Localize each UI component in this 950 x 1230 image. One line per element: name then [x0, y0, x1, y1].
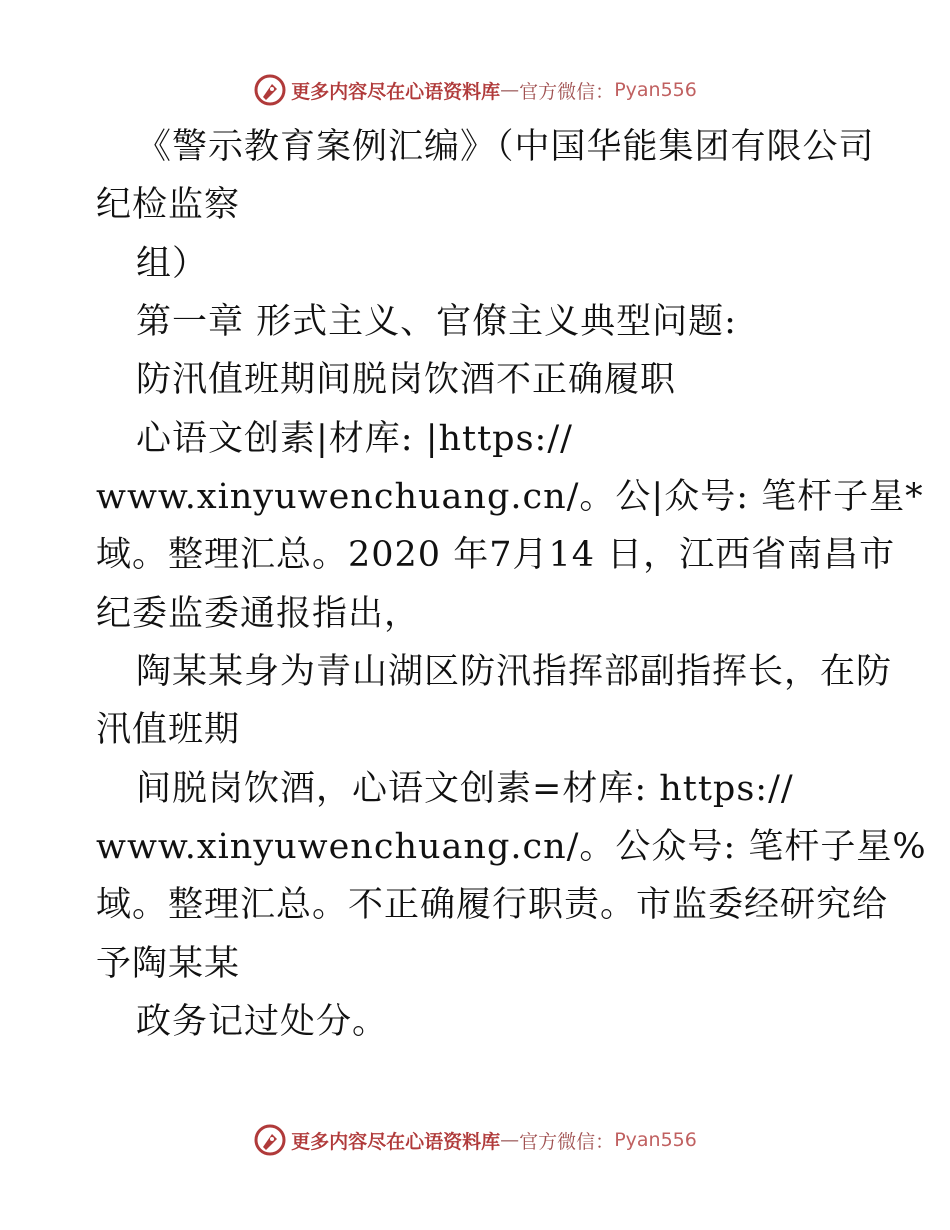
- paragraph-line: 域。整理汇总。2020 年7月14 日，江西省南昌市: [96, 535, 896, 575]
- chapter-heading: 第一章 形式主义、官僚主义典型问题:: [136, 302, 737, 342]
- banner-wechat-id: Pyan556: [614, 79, 697, 101]
- paragraph-line: 域。整理汇总。不正确履行职责。市监委经研究给: [96, 885, 889, 925]
- paragraph-line: 心语文创素|材库: |https://: [136, 419, 573, 459]
- paragraph-line: 予陶某某: [96, 944, 241, 984]
- pen-nib-logo-icon: [253, 1123, 287, 1157]
- pen-nib-logo-icon: [253, 73, 287, 107]
- banner-main-text: 更多内容尽在心语资料库: [291, 1130, 501, 1153]
- paragraph-line: www.xinyuwenchuang.cn/。公众号: 笔杆子星%: [96, 827, 927, 867]
- paragraph-line: 纪委监委通报指出，: [96, 594, 421, 634]
- banner-dash: —: [500, 79, 520, 101]
- doc-title-line-1: 《警示教育案例汇编》（中国华能集团有限公司: [136, 127, 875, 167]
- doc-title-line-3: 组）: [136, 244, 209, 284]
- footer-banner: [0, 1120, 950, 1160]
- header-banner: [0, 70, 950, 110]
- paragraph-line: www.xinyuwenchuang.cn/。公|众号: 笔杆子星*: [96, 477, 924, 517]
- paragraph-line: 政务记过处分。: [136, 1002, 389, 1042]
- banner-wechat-label: 官方微信：: [519, 1130, 615, 1153]
- paragraph-line: 汛值班期: [96, 710, 241, 750]
- case-title: 防汛值班期间脱岗饮酒不正确履职: [136, 360, 677, 400]
- banner-dash: —: [500, 1129, 520, 1151]
- banner-main-text: 更多内容尽在心语资料库: [291, 80, 501, 103]
- banner-wechat-label: 官方微信：: [519, 80, 615, 103]
- paragraph-line: 间脱岗饮酒，心语文创素=材库: https://: [136, 769, 794, 809]
- paragraph-line: 陶某某身为青山湖区防汛指挥部副指挥长，在防: [136, 652, 893, 692]
- banner-wechat-id: Pyan556: [614, 1129, 697, 1151]
- doc-title-line-2: 纪检监察: [96, 185, 241, 225]
